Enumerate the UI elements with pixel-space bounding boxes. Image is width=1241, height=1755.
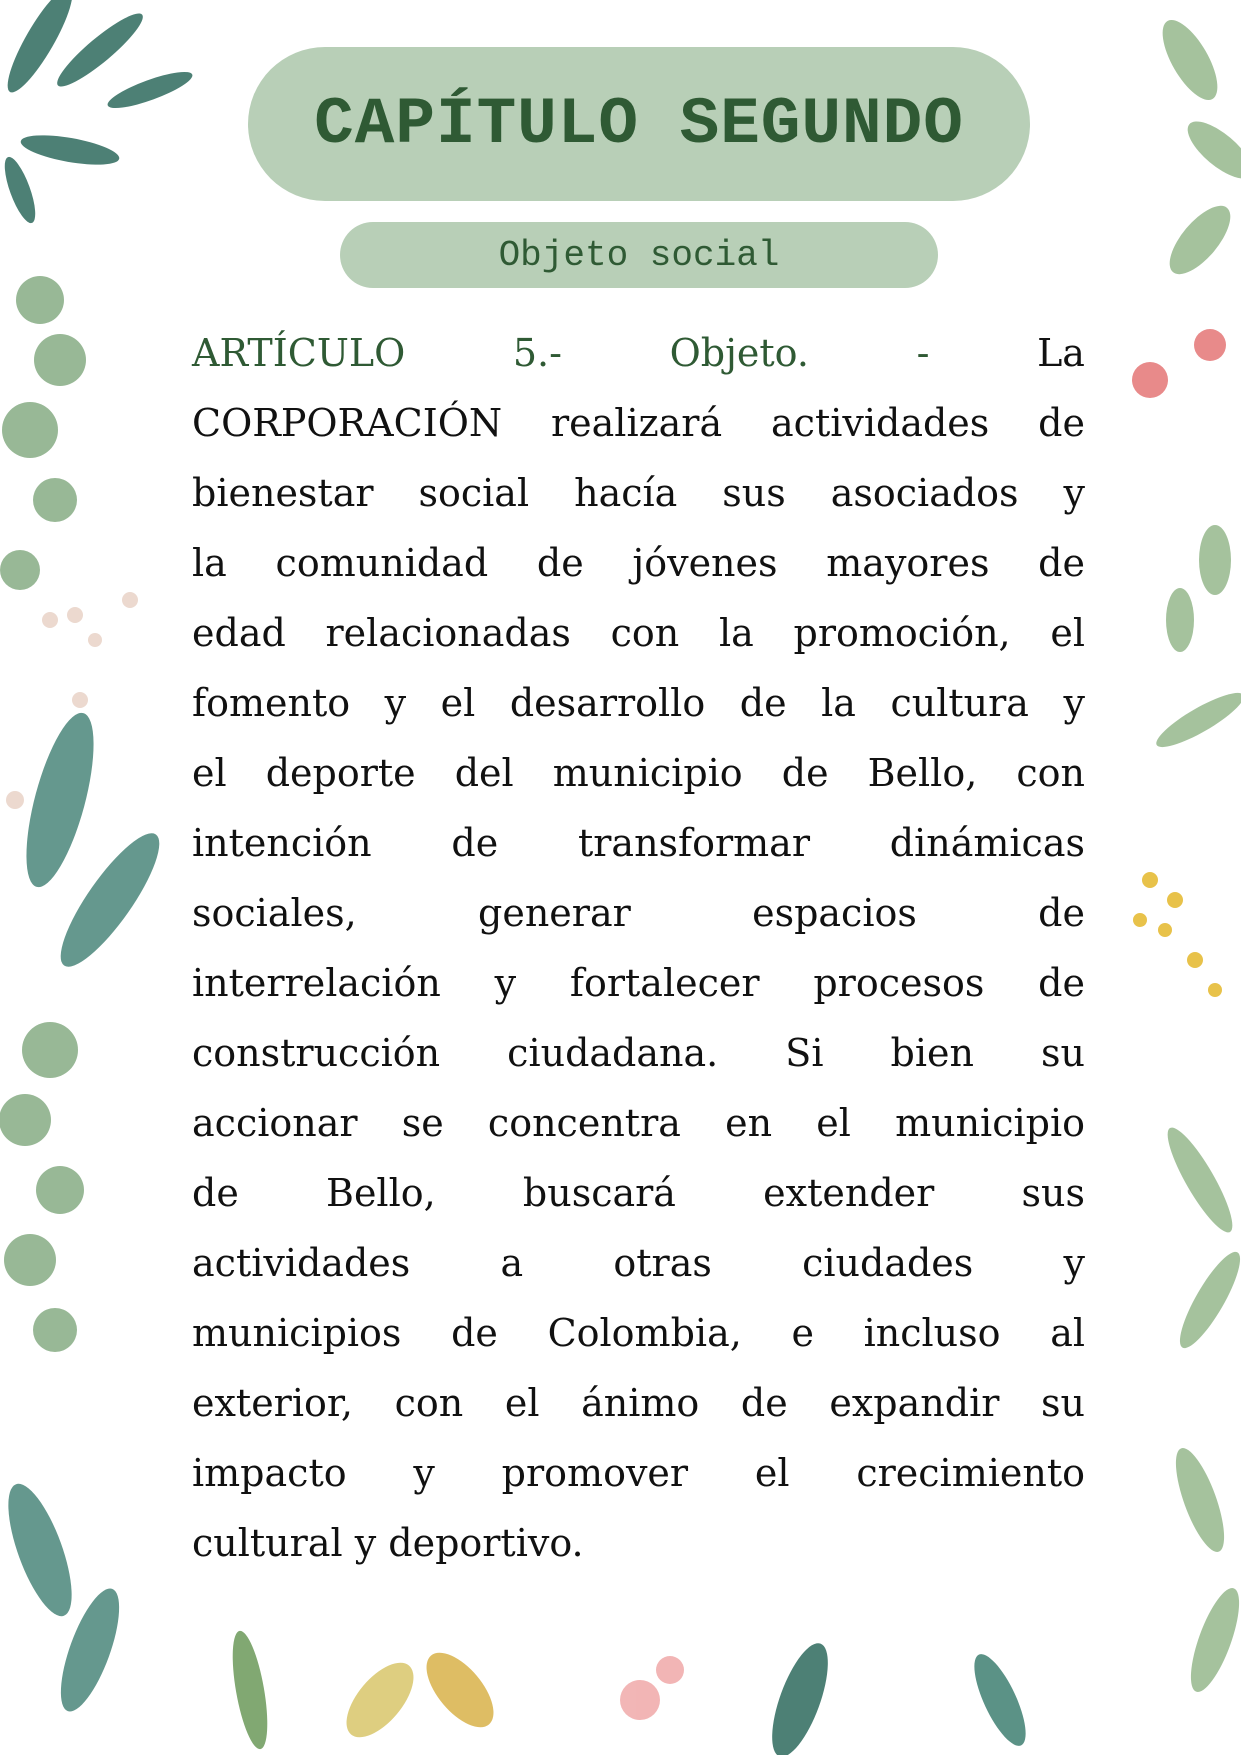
eucalyptus-left-icon (0, 276, 86, 1352)
chapter-title: CAPÍTULO SEGUNDO (314, 86, 964, 162)
article-line: CORPORACIÓN realizará actividades de (192, 401, 1085, 445)
article-line: actividades a otras ciudades y (192, 1241, 1085, 1285)
section-subtitle: Objeto social (498, 234, 780, 276)
article-line: cultural y deportivo. (192, 1521, 584, 1565)
article-heading-line (192, 318, 1085, 388)
article-line: la comunidad de jóvenes mayores de (192, 541, 1085, 585)
article-body (192, 318, 1085, 1578)
section-subtitle-banner (340, 222, 938, 288)
leaves-right-icon (1151, 12, 1241, 1697)
article-line: el deporte del municipio de Bello, con (192, 751, 1085, 795)
article-dash: - (916, 331, 930, 375)
chapter-title-banner (248, 47, 1030, 201)
leaves-left-mid-icon (0, 707, 174, 1718)
article-title: Objeto. (669, 331, 809, 375)
mimosa-right-icon (1133, 872, 1222, 997)
article-line: construcción ciudadana. Si bien su (192, 1031, 1085, 1075)
berries-left-icon (6, 592, 138, 809)
article-line: sociales, generar espacios de (192, 891, 1085, 935)
article-label: ARTÍCULO (192, 331, 406, 375)
leaf-cluster-top-left-icon (0, 0, 196, 226)
article-line: bienestar social hacía sus asociados y (192, 471, 1085, 515)
flowers-right-icon (1132, 329, 1226, 398)
article-number: 5.- (512, 331, 562, 375)
article-line: accionar se concentra en el municipio (192, 1101, 1085, 1145)
article-line: fomento y el desarrollo de la cultura y (192, 681, 1085, 725)
article-line: exterior, con el ánimo de expandir su (192, 1381, 1085, 1425)
article-text-start: La (1037, 331, 1085, 375)
bottom-foliage-icon (226, 1628, 1036, 1755)
article-line: impacto y promover el crecimiento (192, 1451, 1085, 1495)
article-line: interrelación y fortalecer procesos de (192, 961, 1085, 1005)
article-line: edad relacionadas con la promoción, el (192, 611, 1085, 655)
article-line: de Bello, buscará extender sus (192, 1171, 1085, 1215)
article-line: municipios de Colombia, e incluso al (192, 1311, 1085, 1355)
article-line: intención de transformar dinámicas (192, 821, 1085, 865)
